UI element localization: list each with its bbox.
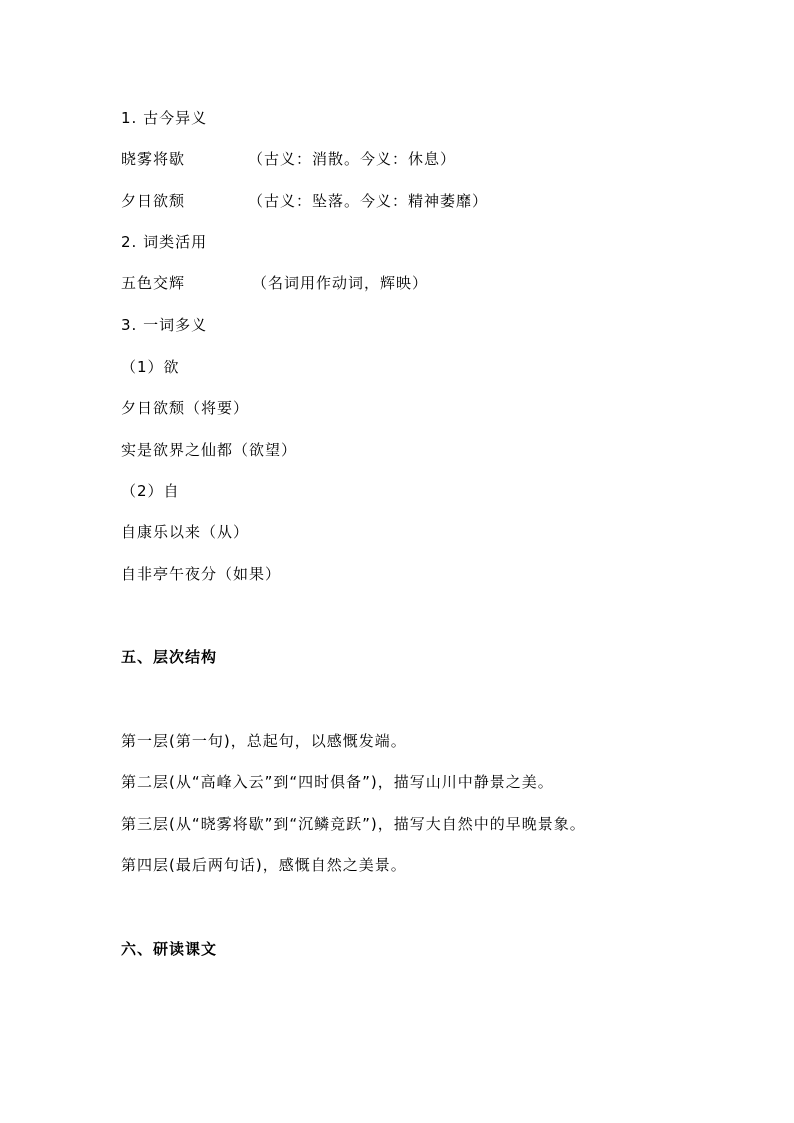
vocab-item: [121, 191, 489, 211]
vocab-gloss: （名词用作动词，辉映）: [252, 274, 429, 292]
vocab-term: 夕日欲颓: [121, 192, 186, 210]
section-heading-study-text: 六、研读课文: [121, 940, 218, 958]
structure-layer: 第三层(从“晓雾将歇”到“沉鳞竞跃”)，描写大自然中的早晚景象。: [121, 815, 586, 833]
section-heading-structure: 五、层次结构: [121, 648, 218, 666]
vocab-term: 五色交辉: [121, 274, 186, 292]
structure-layer: 第四层(最后两句话)，感慨自然之美景。: [121, 856, 407, 874]
vocab-item: [121, 273, 429, 293]
polysemy-example: 自非亭午夜分（如果）: [121, 565, 282, 583]
polysemy-example: 实是欲界之仙都（欲望）: [121, 441, 298, 459]
vocab-gloss: （古义：坠落。今义：精神萎靡）: [248, 192, 489, 210]
structure-layer: 第二层(从“高峰入云”到“四时俱备”)，描写山川中静景之美。: [121, 773, 554, 791]
polysemy-word-title: （2）自: [121, 482, 180, 500]
subsection-title-part-of-speech: 2. 词类活用: [121, 233, 208, 251]
vocab-term: 晓雾将歇: [121, 150, 186, 168]
structure-layer: 第一层(第一句)，总起句，以感慨发端。: [121, 732, 407, 750]
subsection-title-polysemy: 3. 一词多义: [121, 316, 208, 334]
vocab-item: [121, 149, 457, 169]
vocab-gloss: （古义：消散。今义：休息）: [248, 150, 457, 168]
polysemy-example: 夕日欲颓（将要）: [121, 399, 250, 417]
subsection-title-ancient-modern-meaning: 1. 古今异义: [121, 109, 208, 127]
polysemy-word-title: （1）欲: [121, 358, 180, 376]
polysemy-example: 自康乐以来（从）: [121, 523, 250, 541]
